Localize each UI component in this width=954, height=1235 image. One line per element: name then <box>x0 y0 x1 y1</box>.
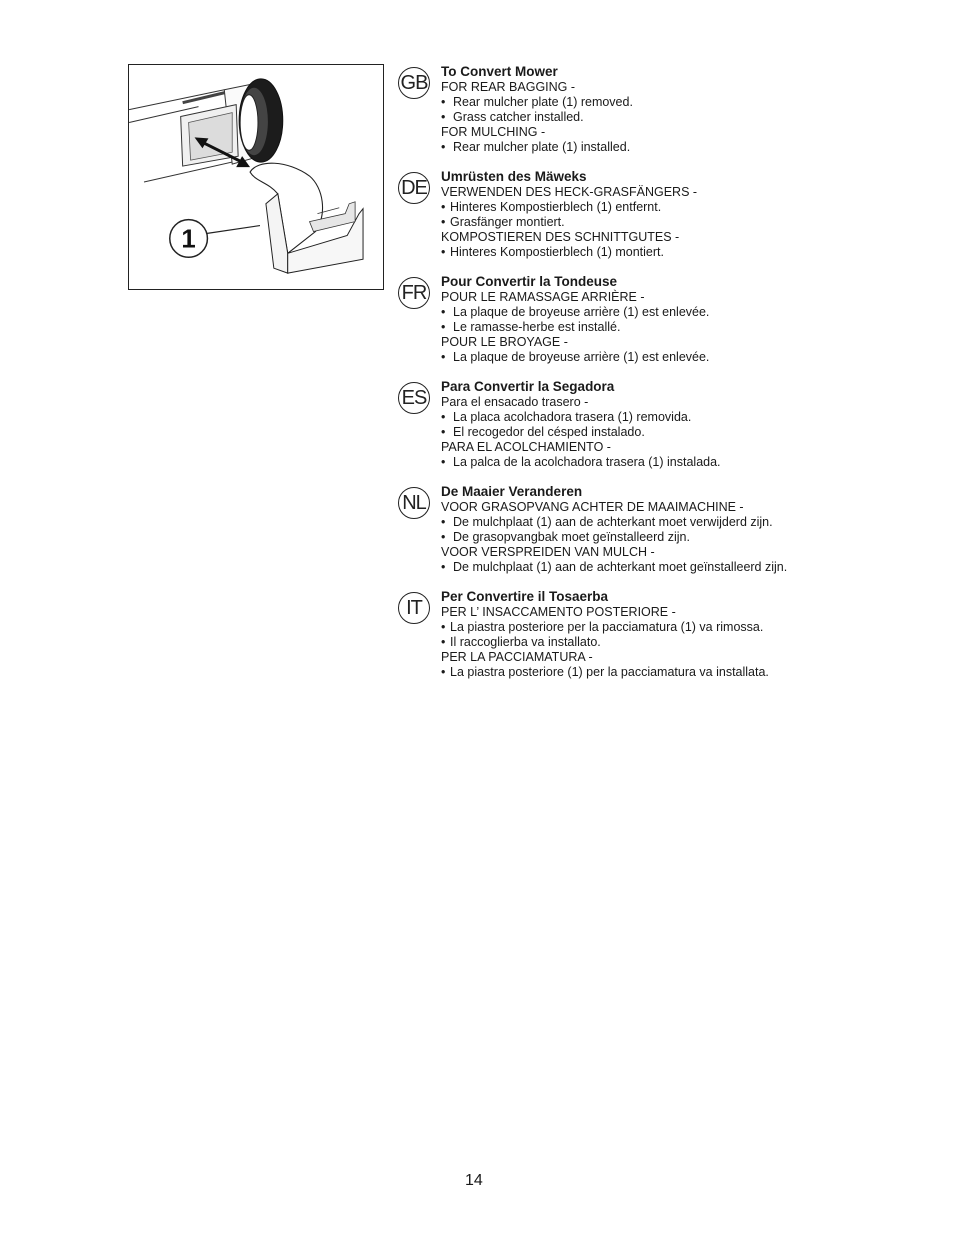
bullet-item: • La plaque de broyeuse arrière (1) est enlevée. <box>441 350 938 365</box>
bullet-item: • Grasfänger montiert. <box>441 215 938 230</box>
subheading: Para el ensacado trasero - <box>441 395 589 409</box>
bullet-item: • El recogedor del césped instalado. <box>441 425 938 440</box>
bullet-item: • La piastra posteriore per la pacciamatura (1) va rimossa. <box>441 620 938 635</box>
section-title: Para Convertir la Segadora <box>441 379 615 394</box>
mower-rear-drawing <box>129 65 383 289</box>
page-number: 14 <box>465 1172 483 1189</box>
section-title: To Convert Mower <box>441 64 558 79</box>
section-it <box>398 589 938 680</box>
subheading: VOOR VERSPREIDEN VAN MULCH - <box>441 545 655 559</box>
bullet-item: • Rear mulcher plate (1) removed. <box>441 95 938 110</box>
subheading: PARA EL ACOLCHAMIENTO - <box>441 440 611 454</box>
callout-number: 1 <box>181 225 196 254</box>
bullet-item: • La plaque de broyeuse arrière (1) est enlevée. <box>441 305 938 320</box>
section-title: Umrüsten des Mäweks <box>441 169 587 184</box>
language-badge: NL <box>398 487 430 519</box>
rear-mulcher-plate <box>250 163 322 253</box>
subheading: VERWENDEN DES HECK-GRASFÄNGERS - <box>441 185 698 199</box>
language-badge: IT <box>398 592 430 624</box>
section-title: Per Convertire il Tosaerba <box>441 589 609 604</box>
bullet-item: • La palca de la acolchadora trasera (1) instalada. <box>441 455 938 470</box>
bullet-item: • Le ramasse-herbe est installé. <box>441 320 938 335</box>
bullet-item: • De grasopvangbak moet geïnstalleerd zijn. <box>441 530 938 545</box>
subheading: VOOR GRASOPVANG ACHTER DE MAAIMACHINE - <box>441 500 744 514</box>
language-badge: GB <box>398 67 430 99</box>
bullet-item: • Il raccoglierba va installato. <box>441 635 938 650</box>
subheading: FOR REAR BAGGING - <box>441 80 576 94</box>
language-badge: ES <box>398 382 430 414</box>
language-badge: FR <box>398 277 430 309</box>
subheading: FOR MULCHING - <box>441 125 546 139</box>
section-title: De Maaier Veranderen <box>441 484 583 499</box>
subheading: POUR LE RAMASSAGE ARRIÈRE - <box>441 290 645 304</box>
section-gb <box>398 64 938 155</box>
subheading: PER L’ INSACCAMENTO POSTERIORE - <box>441 605 676 619</box>
bullet-item: • De mulchplaat (1) aan de achterkant moet geïnstalleerd zijn. <box>441 560 938 575</box>
language-badge: DE <box>398 172 430 204</box>
bullet-item: • Hinteres Kompostierblech (1) montiert. <box>441 245 938 260</box>
language-sections <box>398 56 938 694</box>
section-title: Pour Convertir la Tondeuse <box>441 274 618 289</box>
subheading: PER LA PACCIAMATURA - <box>441 650 593 664</box>
bullet-item: • La piastra posteriore (1) per la pacciamatura va installata. <box>441 665 938 680</box>
bullet-item: • Rear mulcher plate (1) installed. <box>441 140 938 155</box>
subheading: KOMPOSTIEREN DES SCHNITTGUTES - <box>441 230 680 244</box>
section-fr <box>398 274 938 365</box>
bullet-item: • Hinteres Kompostierblech (1) entfernt. <box>441 200 938 215</box>
bullet-item: • De mulchplaat (1) aan de achterkant moet verwijderd zijn. <box>441 515 938 530</box>
section-de <box>398 169 938 260</box>
subheading: POUR LE BROYAGE - <box>441 335 568 349</box>
mulcher-plate-illustration <box>128 64 384 290</box>
section-es <box>398 379 938 470</box>
bullet-item: • Grass catcher installed. <box>441 110 938 125</box>
section-nl <box>398 484 938 575</box>
bullet-item: • La placa acolchadora trasera (1) removida. <box>441 410 938 425</box>
